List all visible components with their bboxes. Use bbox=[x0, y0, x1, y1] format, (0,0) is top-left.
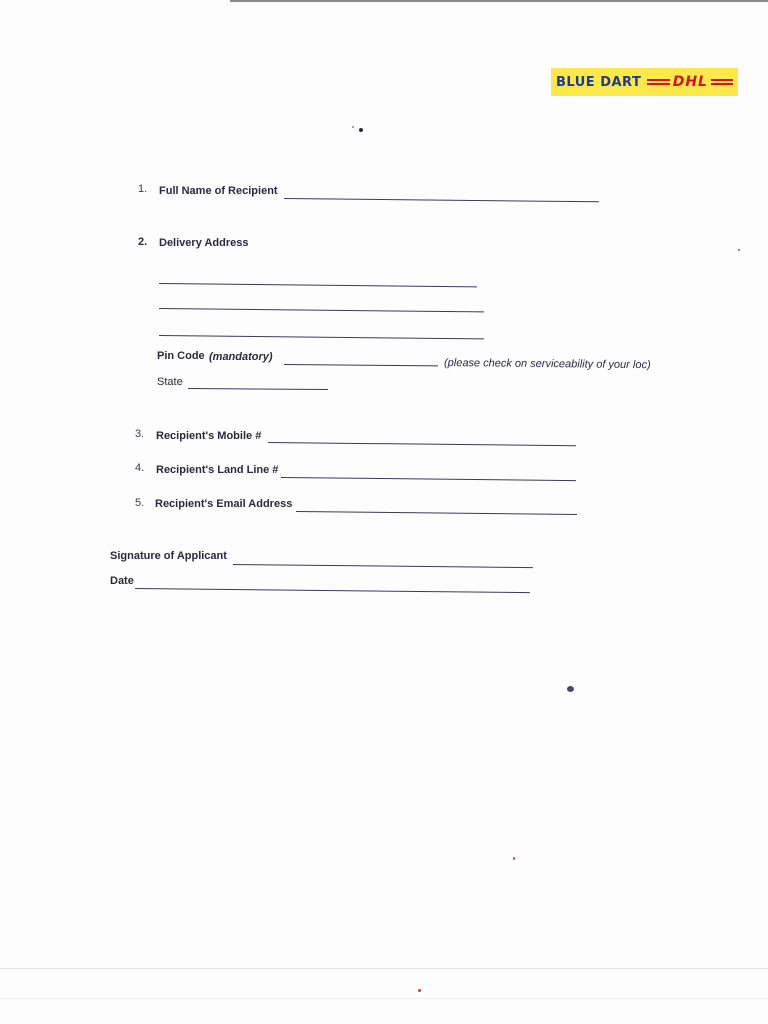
blue-dart-dhl-logo bbox=[551, 68, 738, 96]
state-label: State bbox=[157, 376, 183, 388]
logo-brand-text: BLUE DART bbox=[556, 74, 642, 90]
scan-top-edge bbox=[230, 0, 768, 2]
item2-number: 2. bbox=[138, 236, 148, 248]
scan-speck bbox=[513, 857, 515, 860]
mobile-field-line[interactable] bbox=[268, 442, 576, 446]
scan-bottom-edge-2 bbox=[0, 998, 768, 999]
address-line-2[interactable] bbox=[159, 308, 484, 312]
signature-field-line[interactable] bbox=[233, 564, 533, 568]
address-line-1[interactable] bbox=[159, 283, 477, 287]
mobile-label: Recipient's Mobile # bbox=[156, 430, 262, 442]
date-field-line[interactable] bbox=[135, 588, 530, 593]
full-name-label: Full Name of Recipient bbox=[159, 185, 278, 197]
scan-speck bbox=[352, 126, 354, 128]
date-label: Date bbox=[110, 575, 134, 587]
state-field-line[interactable] bbox=[188, 388, 328, 390]
scan-speck bbox=[359, 128, 363, 132]
pin-code-label: Pin Code bbox=[157, 350, 205, 362]
land-line-label: Recipient's Land Line # bbox=[156, 464, 279, 476]
delivery-address-label: Delivery Address bbox=[159, 237, 249, 249]
dhl-logo-mark bbox=[647, 71, 733, 93]
scan-speck bbox=[567, 686, 574, 692]
scan-speck bbox=[738, 249, 740, 251]
item1-number: 1. bbox=[138, 183, 148, 195]
pin-code-field-line[interactable] bbox=[284, 364, 438, 366]
item5-number: 5. bbox=[135, 497, 145, 509]
pin-code-mandatory: (mandatory) bbox=[209, 351, 273, 363]
address-line-3[interactable] bbox=[159, 335, 484, 339]
land-line-field-line[interactable] bbox=[281, 477, 576, 481]
email-label: Recipient's Email Address bbox=[155, 498, 293, 510]
scan-bottom-edge bbox=[0, 968, 768, 969]
email-field-line[interactable] bbox=[296, 511, 577, 515]
full-name-field-line[interactable] bbox=[284, 198, 599, 202]
item4-number: 4. bbox=[135, 462, 145, 474]
item3-number: 3. bbox=[135, 428, 145, 440]
logo-partner-text: DHL bbox=[670, 74, 711, 90]
signature-label: Signature of Applicant bbox=[110, 550, 227, 562]
serviceability-note: (please check on serviceability of your loc) bbox=[443, 357, 651, 372]
scan-speck bbox=[418, 989, 421, 992]
